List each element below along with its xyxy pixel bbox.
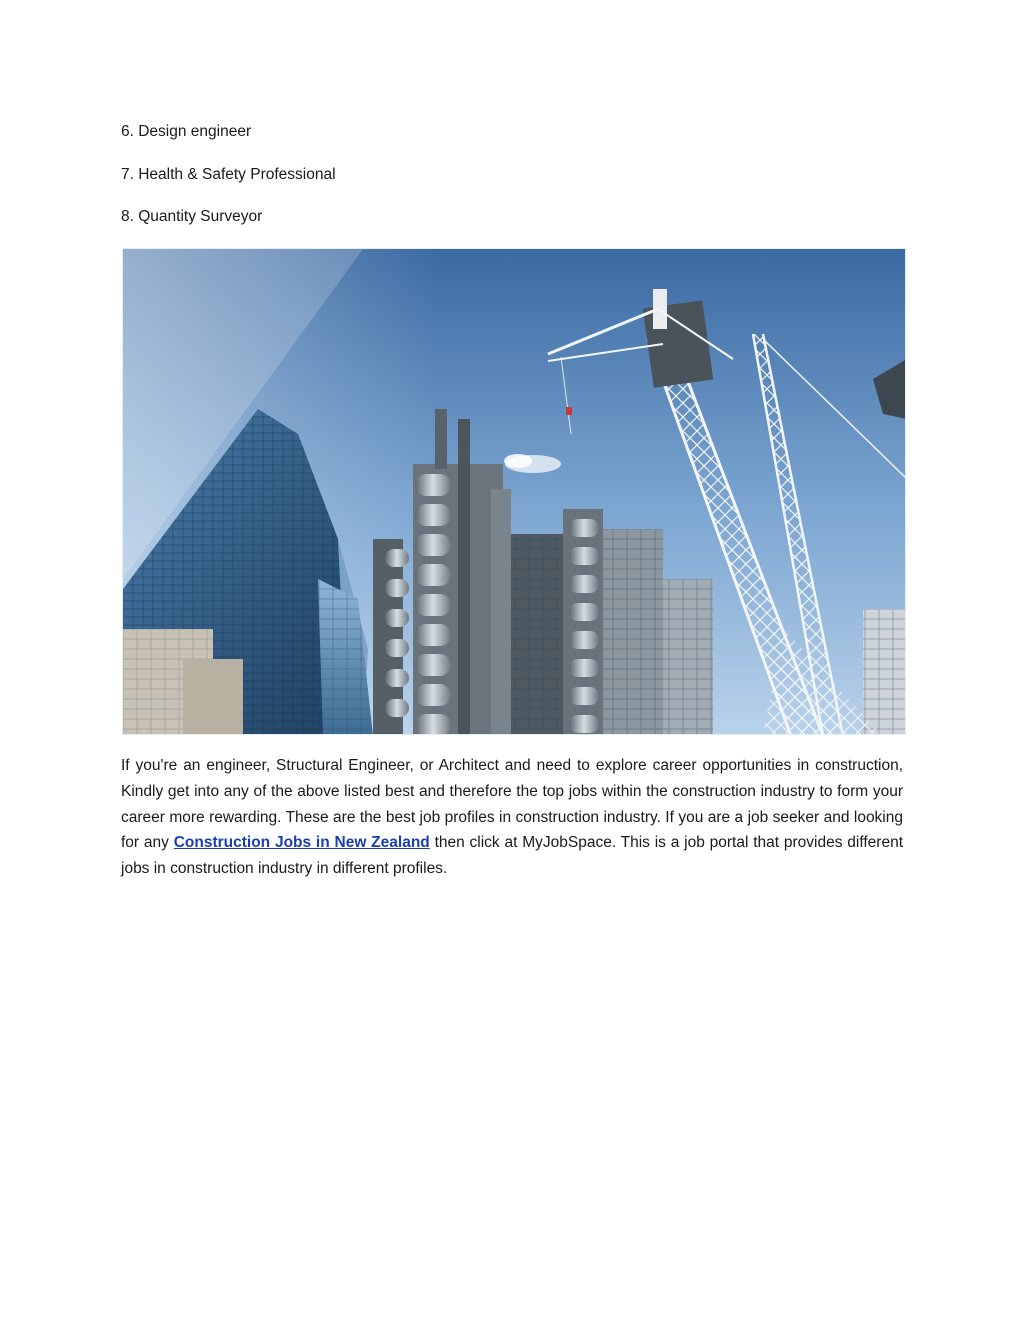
body-text-before-link: If you're an engineer, Structural Engineer, or Architect and need to explore career opportunities in construction, Kindly get into any of the above listed best and therefore the top jobs within the construction industry to form your career more rewarding. These are the best job profiles in construction industry. If you are a job seeker and looking for any: [121, 757, 903, 852]
list-item-quantity-surveyor: 8. Quantity Surveyor: [121, 208, 263, 225]
list-item-design-engineer: 6. Design engineer: [121, 123, 252, 140]
construction-photo: [122, 248, 906, 735]
list-item-health-safety: 7. Health & Safety Professional: [121, 166, 336, 183]
construction-jobs-link[interactable]: Construction Jobs in New Zealand: [173, 834, 430, 852]
body-paragraph: [121, 753, 903, 882]
body-text-after-link: then click at MyJobSpace. This is a job portal that provides different jobs in construction industry in different profiles.: [121, 834, 904, 878]
construction-photo-illustration: [123, 249, 906, 735]
